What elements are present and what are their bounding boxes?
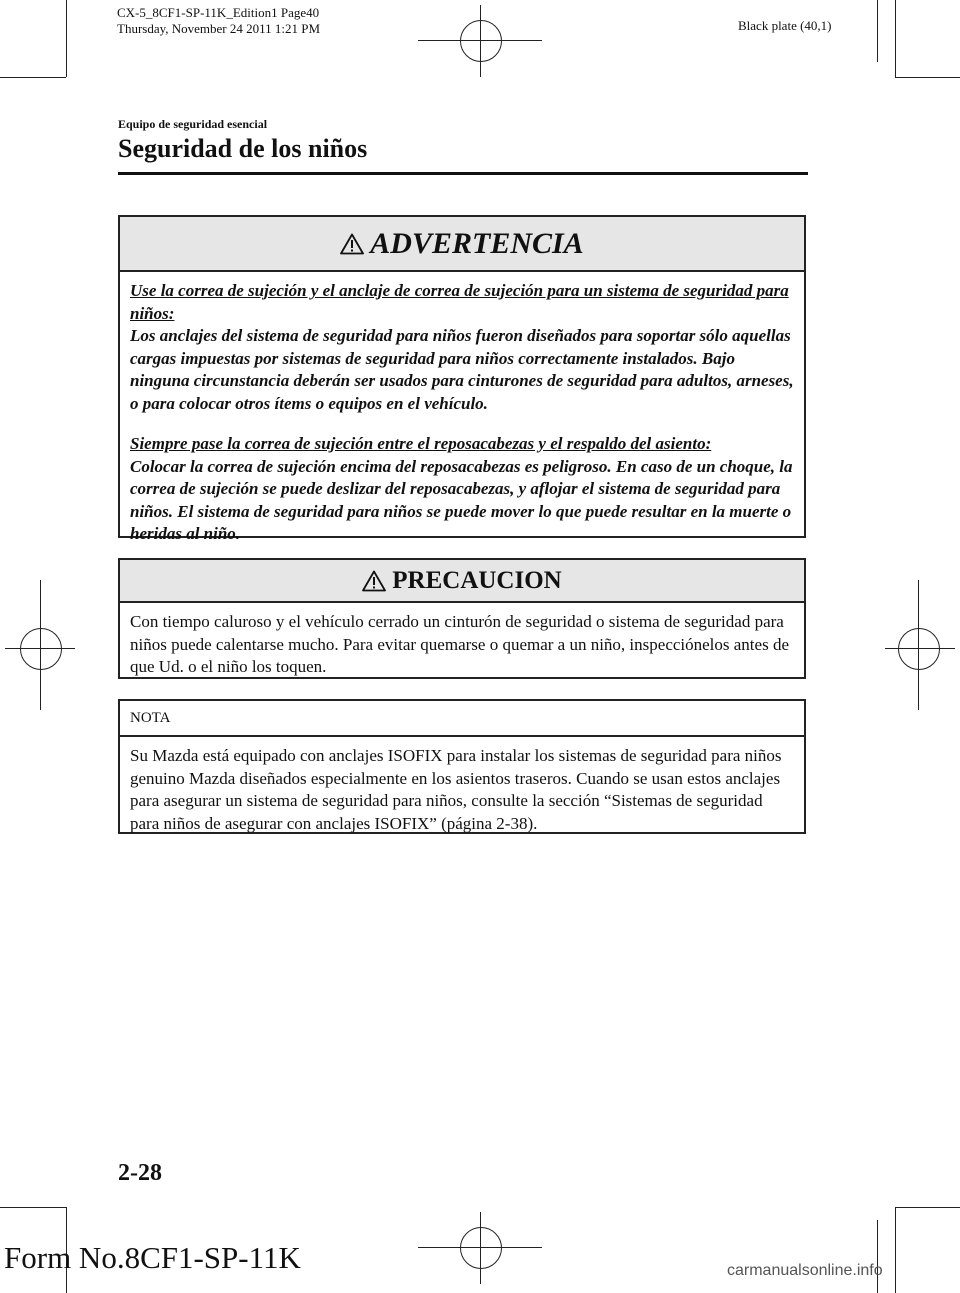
warning-heading-1: Use la correa de sujeción y el anclaje de correa de sujeción para un sistema de seguridad para niños: (130, 281, 789, 323)
caution-title: PRECAUCION (392, 566, 562, 594)
warning-box (118, 215, 806, 543)
file-name: CX-5_8CF1-SP-11K_Edition1 Page40 (117, 5, 320, 20)
print-date: Thursday, November 24 2011 1:21 PM (117, 21, 321, 36)
note-header (120, 701, 804, 737)
page-number: 2-28 (118, 1160, 162, 1186)
watermark: carmanualsonline.info (727, 1262, 883, 1279)
caution-header (120, 560, 804, 603)
warning-body (120, 272, 804, 556)
caution-body: Con tiempo caluroso y el vehículo cerrado un cinturón de seguridad o sistema de seguridad para niños puede calentarse mucho. Para evitar quemarse o quemar a un niño, inspecciónelos antes de que Ud. o el niño los toquen. (130, 612, 789, 676)
warning-paragraph-2: Colocar la correa de sujeción encima del reposacabezas es peligroso. En caso de un choque, la correa de sujeción se puede deslizar del reposacabezas, y aflojar el sistema de seguridad para niños. El sistema de seguridad para niños se puede mover lo que puede resultar en la muerte o heridas al niño. (130, 456, 793, 543)
section-label: Equipo de seguridad esencial (118, 117, 268, 131)
form-number: Form No.8CF1-SP-11K (4, 1240, 301, 1275)
warning-heading-2: Siempre pase la correa de sujeción entre el reposacabezas y el respaldo del asiento: (130, 434, 712, 453)
title-rule (118, 172, 808, 175)
note-title: NOTA (130, 710, 171, 726)
warning-paragraph-1: Los anclajes del sistema de seguridad para niños fueron diseñados para soportar sólo aquellas cargas impuestas por sistemas de seguridad para niños correctamente instalados. Bajo ninguna circunstancia deberán ser usados para cinturones de seguridad para adultos, arneses, o para colocar otros ítems o equipos en el vehículo. (130, 326, 794, 413)
note-box (118, 699, 806, 834)
page-title: Seguridad de los niños (118, 134, 368, 163)
warning-triangle-icon (340, 233, 364, 255)
warning-header (120, 217, 804, 272)
warning-triangle-icon (362, 570, 386, 592)
print-header (117, 5, 320, 37)
note-body: Su Mazda está equipado con anclajes ISOFIX para instalar los sistemas de seguridad para niños genuino Mazda diseñados especialmente en los asientos traseros. Cuando se usan estos anclajes para asegurar un sistema de seguridad para niños, consulte la sección “Sistemas de seguridad para niños de asegurar con anclajes ISOFIX” (página 2-38). (130, 746, 782, 833)
warning-title: ADVERTENCIA (370, 226, 584, 260)
plate-label: Black plate (40,1) (738, 18, 832, 33)
caution-box (118, 558, 806, 679)
